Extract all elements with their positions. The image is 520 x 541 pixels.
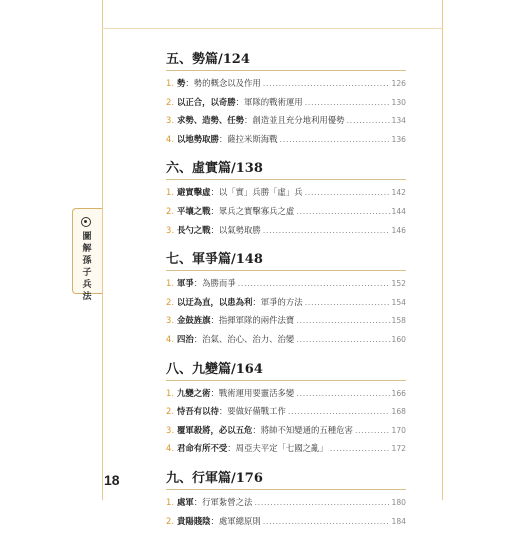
entry-heading: 君命有所不受 xyxy=(177,443,228,454)
entry-description: ：行軍紮營之法 xyxy=(193,496,253,507)
dot-leader xyxy=(263,221,390,240)
entry-number: 3. xyxy=(166,424,174,435)
book-title-vertical xyxy=(73,231,101,303)
toc-entry[interactable] xyxy=(166,111,406,130)
entry-page: 160 xyxy=(391,334,406,344)
chapter-divider xyxy=(166,70,406,71)
entry-heading: 以正合，以奇勝 xyxy=(177,96,236,107)
dot-leader xyxy=(330,439,390,458)
entry-heading: 避實擊虛 xyxy=(177,187,211,198)
table-of-contents xyxy=(166,50,406,541)
entry-number: 2. xyxy=(166,296,174,307)
toc-entry[interactable] xyxy=(166,439,406,458)
entry-page: 170 xyxy=(391,425,406,435)
entry-number: 1. xyxy=(166,496,174,507)
dot-leader xyxy=(263,512,390,531)
book-title-char: 兵 xyxy=(82,280,92,290)
page-border-left xyxy=(102,0,103,500)
entry-page: 168 xyxy=(391,407,406,417)
entry-number: 2. xyxy=(166,515,174,526)
dot-leader xyxy=(296,384,389,403)
chapter-title: 八、九變篇/164 xyxy=(166,361,263,377)
entry-page: 172 xyxy=(391,444,406,454)
page-border-top xyxy=(102,28,442,29)
entry-description: ：將帥不知變通的五種危害 xyxy=(252,424,353,435)
toc-entry[interactable] xyxy=(166,384,406,403)
toc-entry[interactable] xyxy=(166,183,406,202)
entry-heading: 平壤之戰 xyxy=(177,205,211,216)
entry-number: 4. xyxy=(166,443,174,454)
dot-leader xyxy=(254,493,389,512)
dot-leader xyxy=(305,93,390,112)
entry-heading: 以地勢取勝 xyxy=(177,133,219,144)
toc-entry[interactable] xyxy=(166,293,406,312)
entry-description: ：勢的概念以及作用 xyxy=(185,78,261,88)
entry-description: ：為勝而爭 xyxy=(193,278,236,289)
entry-number: 1. xyxy=(166,387,174,398)
chapter-divider xyxy=(166,380,406,381)
chapter-divider xyxy=(166,489,406,490)
dot-leader xyxy=(305,293,390,312)
entry-page: 180 xyxy=(391,497,406,507)
chapter-divider xyxy=(166,179,406,180)
chapter-title: 六、虛實篇/138 xyxy=(166,161,263,177)
entry-description: ：以氣勢取勝 xyxy=(210,224,261,235)
entry-description: ：眾兵之實擊寡兵之虛 xyxy=(210,205,295,216)
dot-leader xyxy=(288,402,390,421)
chapter-section xyxy=(166,159,406,239)
entry-page: 144 xyxy=(391,206,406,216)
toc-entry[interactable] xyxy=(166,221,406,240)
entry-description: ：治氣、治心、治力、治變 xyxy=(193,333,295,344)
entry-page: 136 xyxy=(391,134,406,144)
chapter-divider xyxy=(166,270,406,271)
entry-page: 146 xyxy=(391,225,406,235)
chapter-section xyxy=(166,50,406,148)
book-title-tab xyxy=(72,208,102,302)
entry-description: ：創造並且充分地利用優勢 xyxy=(244,115,345,126)
toc-entry[interactable] xyxy=(166,512,406,531)
toc-entry[interactable] xyxy=(166,93,406,112)
entry-page: 134 xyxy=(391,116,406,126)
toc-entry[interactable] xyxy=(166,130,406,149)
toc-entry[interactable] xyxy=(166,74,406,93)
chapter-title: 七、軍爭篇/148 xyxy=(166,252,263,268)
entry-description: ：軍隊的戰術運用 xyxy=(235,96,303,107)
entry-description: ：軍爭的方法 xyxy=(252,296,303,307)
entry-number: 1. xyxy=(166,78,174,88)
entry-number: 3. xyxy=(166,224,174,235)
book-title-char: 圖 xyxy=(82,232,92,242)
entry-number: 3. xyxy=(166,315,174,326)
toc-entry[interactable] xyxy=(166,493,406,512)
toc-entry[interactable] xyxy=(166,402,406,421)
chapter-section xyxy=(166,250,406,348)
chapter-title: 五、勢篇/124 xyxy=(166,52,250,67)
entry-description: ：以「實」兵勝「虛」兵 xyxy=(210,187,303,198)
entry-number: 4. xyxy=(166,333,174,344)
entry-number: 2. xyxy=(166,205,174,216)
entry-description: ：薩拉米斯海戰 xyxy=(218,133,278,144)
book-title-char: 法 xyxy=(82,292,92,302)
book-title-char: 子 xyxy=(82,268,92,278)
entry-heading: 求勢、造勢、任勢 xyxy=(177,115,244,126)
entry-page: 184 xyxy=(391,516,406,526)
entry-number: 2. xyxy=(166,96,174,107)
chapter-section xyxy=(166,360,406,458)
entry-page: 152 xyxy=(391,279,406,289)
entry-page: 154 xyxy=(391,297,406,307)
dot-leader xyxy=(296,330,389,349)
entry-page: 158 xyxy=(391,316,406,326)
entry-page: 126 xyxy=(391,79,406,88)
dot-leader xyxy=(238,274,390,293)
entry-heading: 勢 xyxy=(177,78,186,88)
entry-heading: 覆軍殺將，必以五危 xyxy=(177,424,253,435)
entry-number: 4. xyxy=(166,133,174,144)
entry-number: 1. xyxy=(166,278,174,289)
dot-leader xyxy=(355,421,390,440)
entry-page: 142 xyxy=(391,188,406,198)
entry-description: ：要做好備戰工作 xyxy=(218,406,286,417)
toc-entry[interactable] xyxy=(166,421,406,440)
entry-heading: 軍爭 xyxy=(177,278,194,289)
entry-number: 3. xyxy=(166,115,174,126)
entry-heading: 處軍 xyxy=(177,496,194,507)
entry-heading: 九變之術 xyxy=(177,387,211,398)
dot-leader xyxy=(347,111,390,130)
dot-leader xyxy=(296,311,389,330)
page-number: 18 xyxy=(104,472,120,488)
entry-number: 2. xyxy=(166,406,174,417)
entry-description: ：處軍總原則 xyxy=(210,515,261,526)
toc-entry[interactable] xyxy=(166,202,406,221)
entry-page: 130 xyxy=(391,97,406,107)
page-border-right xyxy=(442,0,443,500)
entry-heading: 恃吾有以待 xyxy=(177,406,219,417)
entry-description: ：指揮軍隊的兩件法寶 xyxy=(210,315,295,326)
book-title-char: 孫 xyxy=(82,256,92,266)
entry-heading: 貴陽賤陰 xyxy=(177,515,211,526)
dot-leader xyxy=(280,130,390,149)
chapter-title: 九、行軍篇/176 xyxy=(166,470,263,486)
entry-heading: 四治 xyxy=(177,333,194,344)
toc-entry[interactable] xyxy=(166,274,406,293)
entry-number: 1. xyxy=(166,187,174,198)
dot-leader xyxy=(263,74,390,93)
dot-leader xyxy=(296,202,389,221)
toc-entry[interactable] xyxy=(166,311,406,330)
book-title-char: 解 xyxy=(82,244,92,254)
entry-page: 166 xyxy=(391,388,406,398)
entry-description: ：周亞夫平定「七國之亂」 xyxy=(227,443,328,454)
entry-heading: 金鼓旌旗 xyxy=(177,315,211,326)
entry-heading: 長勺之戰 xyxy=(177,224,211,235)
toc-entry[interactable] xyxy=(166,330,406,349)
dot-leader xyxy=(305,183,390,202)
target-icon xyxy=(81,217,91,227)
entry-heading: 以迂為直，以患為利 xyxy=(177,296,253,307)
entry-description: ：戰術運用要靈活多變 xyxy=(210,387,295,398)
